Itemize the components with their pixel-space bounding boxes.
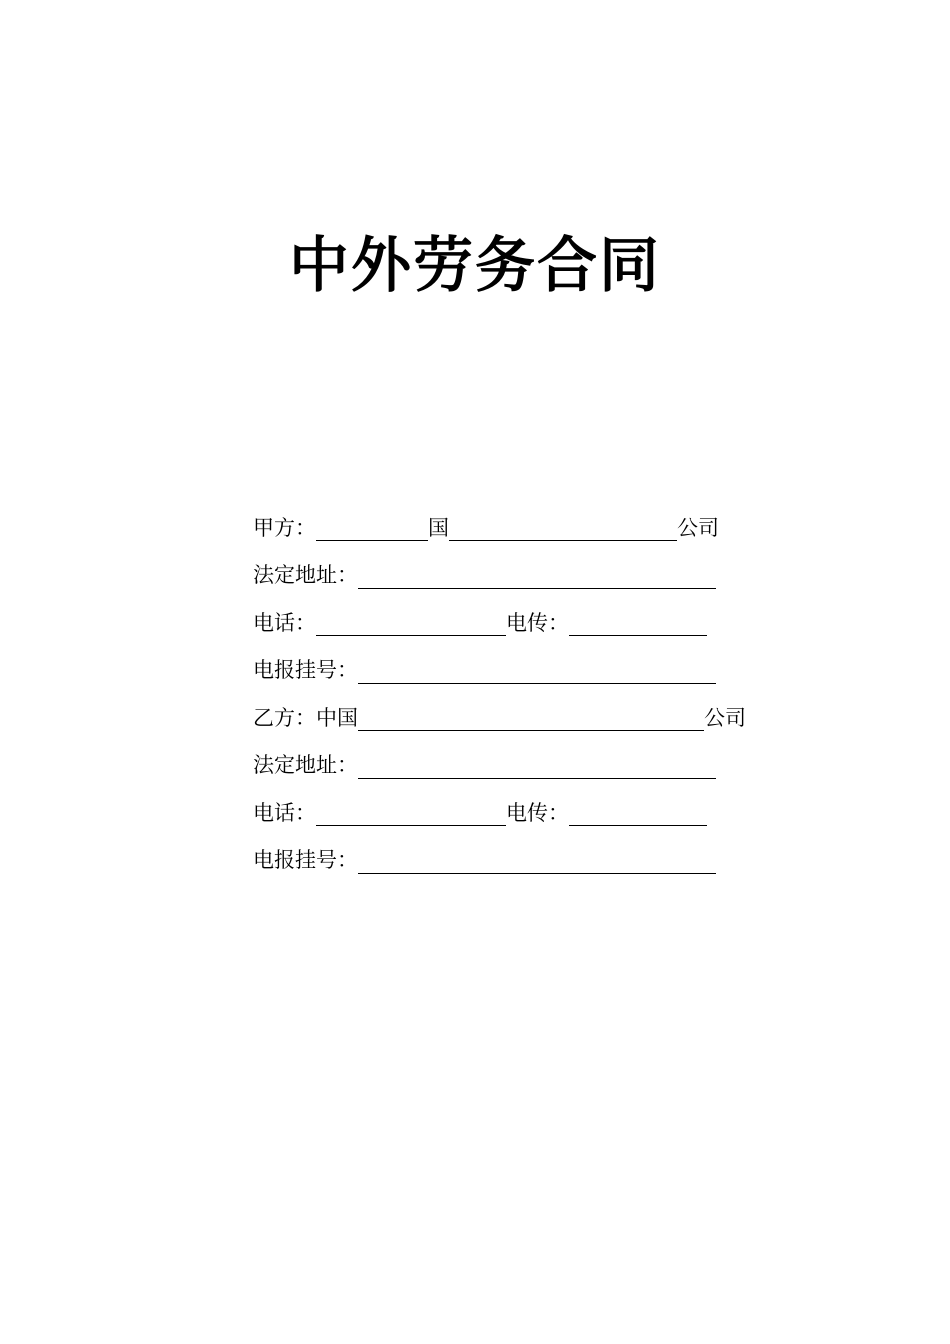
party-b-row [253,694,773,742]
party-b-country: 中国 [316,705,358,730]
party-b-phone-label: 电话： [253,800,316,825]
party-b-phone-field[interactable] [316,805,506,826]
party-a-label: 甲方： [253,515,316,540]
party-a-cable-field[interactable] [358,663,716,684]
party-a-fax-label: 电传： [506,610,569,635]
party-a-company-suffix: 公司 [677,515,719,540]
party-b-cable-field[interactable] [358,853,716,874]
party-b-cable-row [253,837,773,885]
party-b-address-field[interactable] [358,758,716,779]
party-b-company-suffix: 公司 [704,705,746,730]
parties-form [253,504,773,884]
party-a-phone-field[interactable] [316,615,506,636]
party-a-phone-label: 电话： [253,610,316,635]
party-a-company-field[interactable] [449,520,677,541]
party-b-contact-row [253,789,773,837]
party-b-address-label: 法定地址： [253,753,358,778]
party-a-country-suffix: 国 [428,515,449,540]
party-a-cable-label: 电报挂号： [253,658,358,683]
party-b-fax-field[interactable] [569,805,707,826]
party-a-row [253,504,773,552]
party-a-address-field[interactable] [358,568,716,589]
party-a-cable-row [253,647,773,695]
party-a-fax-field[interactable] [569,615,707,636]
party-b-fax-label: 电传： [506,800,569,825]
party-b-cable-label: 电报挂号： [253,848,358,873]
party-b-label: 乙方： [253,705,316,730]
party-b-company-field[interactable] [358,710,704,731]
party-a-address-label: 法定地址： [253,563,358,588]
party-a-contact-row [253,599,773,647]
party-b-address-row [253,742,773,790]
party-a-address-row [253,552,773,600]
document-title: 中外劳务合同 [289,231,661,301]
party-a-country-field[interactable] [316,520,428,541]
